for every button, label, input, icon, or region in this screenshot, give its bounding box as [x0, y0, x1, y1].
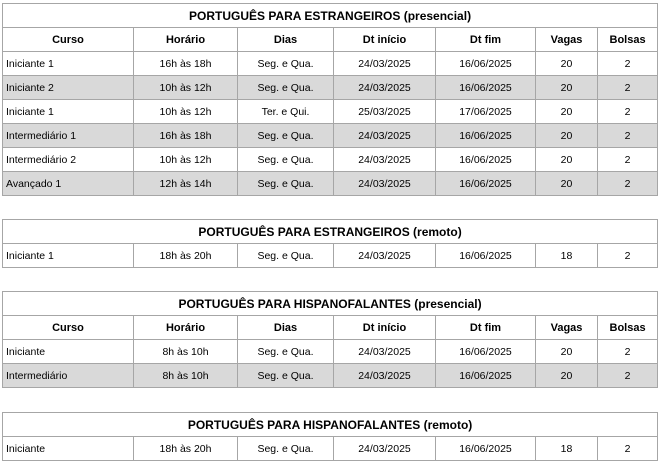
- schedule-table-3: [2, 291, 658, 388]
- table-cell: 20: [536, 172, 598, 196]
- table-row: [3, 364, 658, 388]
- table-cell: 20: [536, 124, 598, 148]
- column-header: Dt fim: [436, 316, 536, 340]
- table-row: [3, 124, 658, 148]
- table-row: [3, 148, 658, 172]
- column-header-row: [3, 316, 658, 340]
- column-header: Dias: [238, 28, 334, 52]
- table-cell: Ter. e Qui.: [238, 100, 334, 124]
- table-cell: Seg. e Qua.: [238, 124, 334, 148]
- table-cell: Iniciante 2: [3, 76, 134, 100]
- table-row: [3, 52, 658, 76]
- table-cell: Seg. e Qua.: [238, 172, 334, 196]
- table-cell: 16/06/2025: [436, 172, 536, 196]
- table-cell: Intermediário 2: [3, 148, 134, 172]
- table-row: [3, 172, 658, 196]
- table-cell: 2: [598, 172, 658, 196]
- table-cell: Seg. e Qua.: [238, 244, 334, 268]
- table-cell: 12h às 14h: [134, 172, 238, 196]
- section-title: PORTUGUÊS PARA HISPANOFALANTES (presencial): [3, 292, 658, 316]
- table-cell: 24/03/2025: [334, 244, 436, 268]
- section-title-row: [3, 220, 658, 244]
- table-cell: 2: [598, 52, 658, 76]
- table-cell: Iniciante 1: [3, 244, 134, 268]
- table-cell: 2: [598, 100, 658, 124]
- column-header: Dt início: [334, 28, 436, 52]
- table-cell: 20: [536, 100, 598, 124]
- table-cell: Iniciante: [3, 437, 134, 461]
- table-cell: Seg. e Qua.: [238, 76, 334, 100]
- table-cell: 16/06/2025: [436, 52, 536, 76]
- column-header: Curso: [3, 316, 134, 340]
- column-header: Bolsas: [598, 316, 658, 340]
- table-cell: 16/06/2025: [436, 76, 536, 100]
- schedule-table-1: [2, 3, 658, 196]
- table-cell: 24/03/2025: [334, 364, 436, 388]
- table-cell: 18h às 20h: [134, 437, 238, 461]
- table-cell: 2: [598, 76, 658, 100]
- table-cell: 20: [536, 340, 598, 364]
- table-cell: 20: [536, 52, 598, 76]
- table-cell: 8h às 10h: [134, 364, 238, 388]
- section-title-row: [3, 413, 658, 437]
- table-row: [3, 244, 658, 268]
- table-cell: Seg. e Qua.: [238, 148, 334, 172]
- section-title: PORTUGUÊS PARA ESTRANGEIROS (presencial): [3, 4, 658, 28]
- table-cell: 16/06/2025: [436, 148, 536, 172]
- table-cell: 16h às 18h: [134, 124, 238, 148]
- section-title-row: [3, 292, 658, 316]
- section-title-row: [3, 4, 658, 28]
- table-cell: 10h às 12h: [134, 100, 238, 124]
- column-header-row: [3, 28, 658, 52]
- table-cell: 18h às 20h: [134, 244, 238, 268]
- table-cell: 25/03/2025: [334, 100, 436, 124]
- table-cell: 18: [536, 244, 598, 268]
- table-cell: 16/06/2025: [436, 244, 536, 268]
- table-cell: 2: [598, 364, 658, 388]
- schedule-table-4: [2, 412, 658, 461]
- table-cell: 17/06/2025: [436, 100, 536, 124]
- table-cell: Intermediário 1: [3, 124, 134, 148]
- table-cell: 2: [598, 244, 658, 268]
- section-title: PORTUGUÊS PARA HISPANOFALANTES (remoto): [3, 413, 658, 437]
- table-cell: 24/03/2025: [334, 148, 436, 172]
- schedule-table-2: [2, 219, 658, 268]
- table-cell: 24/03/2025: [334, 172, 436, 196]
- table-cell: Intermediário: [3, 364, 134, 388]
- table-cell: 24/03/2025: [334, 124, 436, 148]
- column-header: Dias: [238, 316, 334, 340]
- table-cell: Iniciante: [3, 340, 134, 364]
- table-cell: Seg. e Qua.: [238, 340, 334, 364]
- column-header: Dt fim: [436, 28, 536, 52]
- table-cell: 20: [536, 76, 598, 100]
- table-cell: 16h às 18h: [134, 52, 238, 76]
- table-cell: 24/03/2025: [334, 52, 436, 76]
- table-row: [3, 76, 658, 100]
- column-header: Bolsas: [598, 28, 658, 52]
- column-header: Horário: [134, 28, 238, 52]
- column-header: Dt início: [334, 316, 436, 340]
- column-header: Vagas: [536, 316, 598, 340]
- table-cell: 10h às 12h: [134, 76, 238, 100]
- table-cell: 16/06/2025: [436, 364, 536, 388]
- table-cell: 20: [536, 364, 598, 388]
- table-cell: 24/03/2025: [334, 76, 436, 100]
- table-cell: Iniciante 1: [3, 52, 134, 76]
- section-title: PORTUGUÊS PARA ESTRANGEIROS (remoto): [3, 220, 658, 244]
- column-header: Horário: [134, 316, 238, 340]
- table-cell: 16/06/2025: [436, 437, 536, 461]
- table-cell: 24/03/2025: [334, 437, 436, 461]
- table-row: [3, 100, 658, 124]
- table-cell: 18: [536, 437, 598, 461]
- column-header: Curso: [3, 28, 134, 52]
- table-cell: 20: [536, 148, 598, 172]
- table-cell: Seg. e Qua.: [238, 52, 334, 76]
- table-row: [3, 437, 658, 461]
- column-header: Vagas: [536, 28, 598, 52]
- table-cell: 2: [598, 148, 658, 172]
- table-cell: 2: [598, 437, 658, 461]
- table-cell: 2: [598, 340, 658, 364]
- table-cell: 16/06/2025: [436, 124, 536, 148]
- table-cell: 16/06/2025: [436, 340, 536, 364]
- table-cell: Seg. e Qua.: [238, 437, 334, 461]
- table-cell: 10h às 12h: [134, 148, 238, 172]
- table-cell: 24/03/2025: [334, 340, 436, 364]
- table-row: [3, 340, 658, 364]
- table-cell: 8h às 10h: [134, 340, 238, 364]
- table-cell: Avançado 1: [3, 172, 134, 196]
- table-cell: Seg. e Qua.: [238, 364, 334, 388]
- table-cell: 2: [598, 124, 658, 148]
- table-cell: Iniciante 1: [3, 100, 134, 124]
